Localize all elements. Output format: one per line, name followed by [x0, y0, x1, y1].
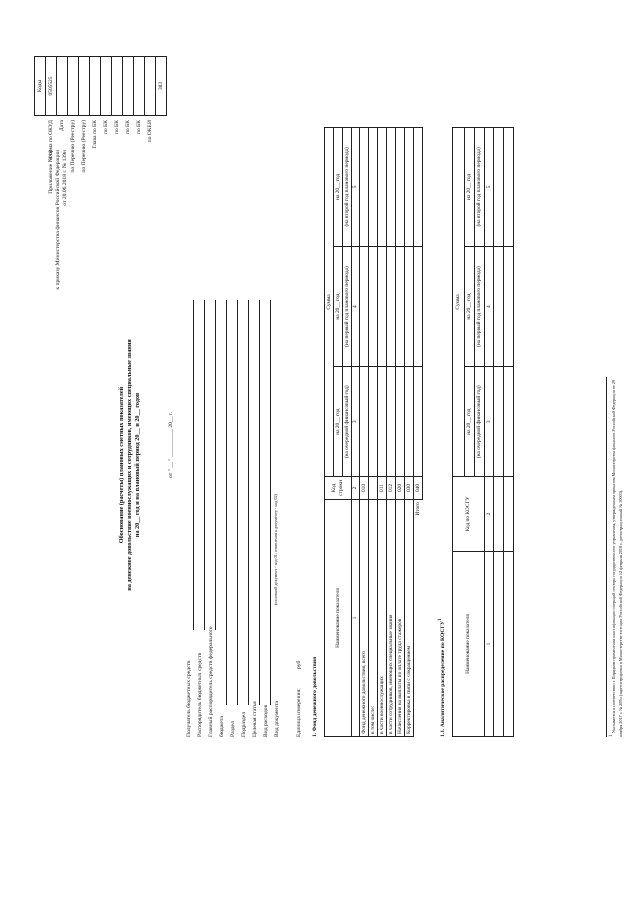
- table-row: [396, 128, 405, 737]
- cell[interactable]: [414, 128, 423, 247]
- s11-colnum: 5: [485, 128, 494, 247]
- label-registry-1: по Перечню (Реестру): [70, 120, 77, 173]
- unit-line: [296, 537, 303, 737]
- s1-year-1-note: (на очередной финансовый год): [343, 367, 352, 477]
- row-code: 010: [360, 477, 369, 500]
- row-name: Начисления на выплаты по оплате труда стажеров: [396, 500, 405, 737]
- appendix-date: от 20.06.2018 г. № 139н: [61, 150, 68, 206]
- cell[interactable]: [396, 246, 405, 367]
- code-date: [57, 57, 68, 116]
- cell[interactable]: [369, 246, 378, 367]
- cell[interactable]: [494, 367, 504, 477]
- s11-colnum: 2: [485, 477, 494, 552]
- cell[interactable]: [494, 552, 504, 737]
- document-title: [118, 255, 141, 675]
- row-code: 011: [378, 477, 387, 500]
- unit-label: Единица измерения:: [296, 688, 302, 737]
- field-line[interactable]: [193, 300, 194, 630]
- cell[interactable]: [369, 367, 378, 477]
- code-registry-1: [68, 57, 79, 116]
- cell[interactable]: [396, 128, 405, 247]
- row-code: [369, 477, 378, 500]
- cell[interactable]: [387, 128, 396, 247]
- section1-table: [324, 127, 423, 737]
- s11-year-3-note: (на второй год планового периода): [475, 128, 485, 247]
- cell[interactable]: [504, 128, 514, 247]
- table-row: [387, 128, 396, 737]
- code-okud: 0505525: [46, 57, 57, 116]
- cell[interactable]: [360, 128, 369, 247]
- field-line[interactable]: [259, 300, 260, 705]
- row-name: в части военнослужащих: [378, 500, 387, 737]
- cell[interactable]: [405, 246, 414, 367]
- s1-year-2-note: (на первый год планового периода): [343, 246, 352, 367]
- label-okud: Форма по ОКУД: [48, 120, 54, 160]
- table-row: [494, 128, 504, 737]
- cell[interactable]: [396, 367, 405, 477]
- codes-table: [34, 56, 167, 116]
- s1-colnum: 1: [352, 500, 360, 737]
- footnote: [606, 377, 625, 737]
- cell[interactable]: [387, 246, 396, 367]
- s1-colnum: 5: [352, 128, 360, 247]
- cell[interactable]: [504, 246, 514, 367]
- s1-col-name: Наименование показателя: [325, 500, 352, 737]
- field-labels: [184, 617, 283, 737]
- cell[interactable]: [405, 128, 414, 247]
- label-bk-2: по БК: [114, 120, 121, 135]
- label-okei: по ОКЕИ: [147, 120, 154, 143]
- row-name: Корректировка в связи с сокращением: [405, 500, 414, 737]
- cell[interactable]: [405, 367, 414, 477]
- section11-title-text: 1.1. Аналитическое распределение по КОСГУ: [439, 620, 446, 737]
- s11-colnum: 3: [485, 367, 494, 477]
- field-line[interactable]: [226, 300, 227, 705]
- cell[interactable]: [369, 128, 378, 247]
- cell[interactable]: [504, 477, 514, 552]
- code-bk-2: [112, 57, 123, 116]
- label-registry-2: по Перечню (Реестру): [81, 120, 88, 173]
- cell[interactable]: [494, 246, 504, 367]
- table-row: [369, 128, 378, 737]
- field-line[interactable]: [270, 300, 271, 705]
- row-code: 020: [396, 477, 405, 500]
- s1-year-3: на 20__ год: [334, 128, 343, 247]
- date-line: от " __ " __________ 20__ г.: [168, 412, 174, 478]
- field-expense-type: Вид расходов: [263, 704, 269, 737]
- s11-colnum: 4: [485, 246, 494, 367]
- code-blank: [145, 57, 156, 116]
- s11-year-2-note: (на первый год планового периода): [475, 246, 485, 367]
- s1-year-1: на 20__ год: [334, 367, 343, 477]
- codes-header: Коды: [35, 57, 46, 116]
- section11-table: [452, 127, 514, 737]
- label-bk-3: по БК: [125, 120, 132, 135]
- cell[interactable]: [387, 367, 396, 477]
- appendix-number: Приложение № 18: [48, 150, 54, 194]
- unit-value: руб: [296, 660, 302, 669]
- cell[interactable]: [378, 246, 387, 367]
- field-recipient: Получатель бюджетных средств: [186, 660, 192, 737]
- s1-colnum: 3: [352, 367, 360, 477]
- total-label: Итого: [414, 500, 423, 737]
- s11-year-3: на 20__ год: [465, 128, 475, 247]
- row-code: 040: [414, 477, 423, 500]
- cell[interactable]: [360, 246, 369, 367]
- field-line[interactable]: [204, 300, 205, 630]
- field-chief-manager: Главный распорядитель средств федерального бюджета: [208, 626, 225, 737]
- cell[interactable]: [378, 128, 387, 247]
- s1-colnum: 4: [352, 246, 360, 367]
- field-line[interactable]: [237, 300, 238, 705]
- codes-labels: [46, 120, 156, 230]
- label-bk-4: по БК: [136, 120, 143, 135]
- row-name: Фонд денежного довольствия, всего: [360, 500, 369, 737]
- cell[interactable]: [414, 246, 423, 367]
- s11-colnum: 1: [485, 552, 494, 737]
- s1-year-3-note: (на второй год планового периода): [343, 128, 352, 247]
- s1-year-2: на 20__ год: [334, 246, 343, 367]
- field-doc-type: Вид документа: [274, 701, 280, 737]
- code-bk-1: [101, 57, 112, 116]
- label-date: Дата: [59, 120, 66, 132]
- s1-col-sum: Сумма: [325, 128, 334, 477]
- row-name: в том числе:: [369, 500, 378, 737]
- footnote-number: 1: [609, 734, 614, 737]
- row-code: 012: [387, 477, 396, 500]
- field-section: Раздел: [230, 721, 236, 737]
- code-bk-3: [123, 57, 134, 116]
- s11-col-sum: Сумма: [453, 128, 465, 477]
- s11-year-1: на 20__ год: [465, 367, 475, 477]
- row-name: в части сотрудников, имеющих специальные звания: [387, 500, 396, 737]
- label-chapter: Глава по БК: [92, 120, 99, 149]
- row-code: 030: [405, 477, 414, 500]
- title-line-1: Обоснование (расчеты) плановых сметных показателей: [118, 386, 125, 544]
- s11-col-name: Наименование показателя: [453, 552, 485, 737]
- title-line-2: на денежное довольствие военнослужащих и сотрудников, имеющих специальные звания: [125, 339, 133, 591]
- footnote-text: Указывается в соответствии с Порядком применения классификации операций сектора государственного управления, утвержденным приказом Министерства финансов Российской Федерации от 29 ноября 2017 г. № 209н (зарегистрирован в Министерстве юстиции Российской Федерации 12 февраля 2018 г., регистрационный № 50003).: [610, 379, 623, 737]
- s1-colnum: 2: [352, 477, 360, 500]
- field-line[interactable]: [215, 300, 216, 630]
- table-row: [405, 128, 414, 737]
- cell[interactable]: [360, 367, 369, 477]
- table-row: [504, 128, 514, 737]
- s1-col-code: Код строки: [325, 477, 352, 500]
- cell[interactable]: [414, 367, 423, 477]
- code-bk-4: [134, 57, 145, 116]
- section1-title: 1. Фонд денежного довольствия: [312, 656, 318, 737]
- field-manager: Распорядитель бюджетных средств: [197, 652, 203, 737]
- field-target: Целевая статья: [252, 701, 258, 737]
- table-row: [414, 128, 423, 737]
- doc-note: (основной документ - код 01; изменения к документу - код 02): [273, 494, 278, 605]
- cell[interactable]: [494, 128, 504, 247]
- appendix-order: к приказу Министерства финансов Российской Федерации: [54, 150, 61, 290]
- table-row: [378, 128, 387, 737]
- title-line-3: на 20__ год и на плановый период 20__ и 20__ годов: [133, 392, 141, 538]
- section11-title: [438, 477, 447, 737]
- footnote-mark: 1: [438, 618, 443, 621]
- field-subsection: Подраздел: [241, 711, 247, 737]
- s11-year-2: на 20__ год: [465, 246, 475, 367]
- label-bk-1: по БК: [103, 120, 110, 135]
- cell[interactable]: [504, 367, 514, 477]
- cell[interactable]: [504, 552, 514, 737]
- code-chapter: [90, 57, 101, 116]
- cell[interactable]: [494, 477, 504, 552]
- s11-year-1-note: (на очередной финансовый год): [475, 367, 485, 477]
- s11-col-code: Код по КОСГУ: [453, 477, 485, 552]
- code-okei: 383: [156, 57, 167, 116]
- field-line[interactable]: [248, 300, 249, 705]
- table-row: [360, 128, 369, 737]
- code-registry-2: [79, 57, 90, 116]
- cell[interactable]: [378, 367, 387, 477]
